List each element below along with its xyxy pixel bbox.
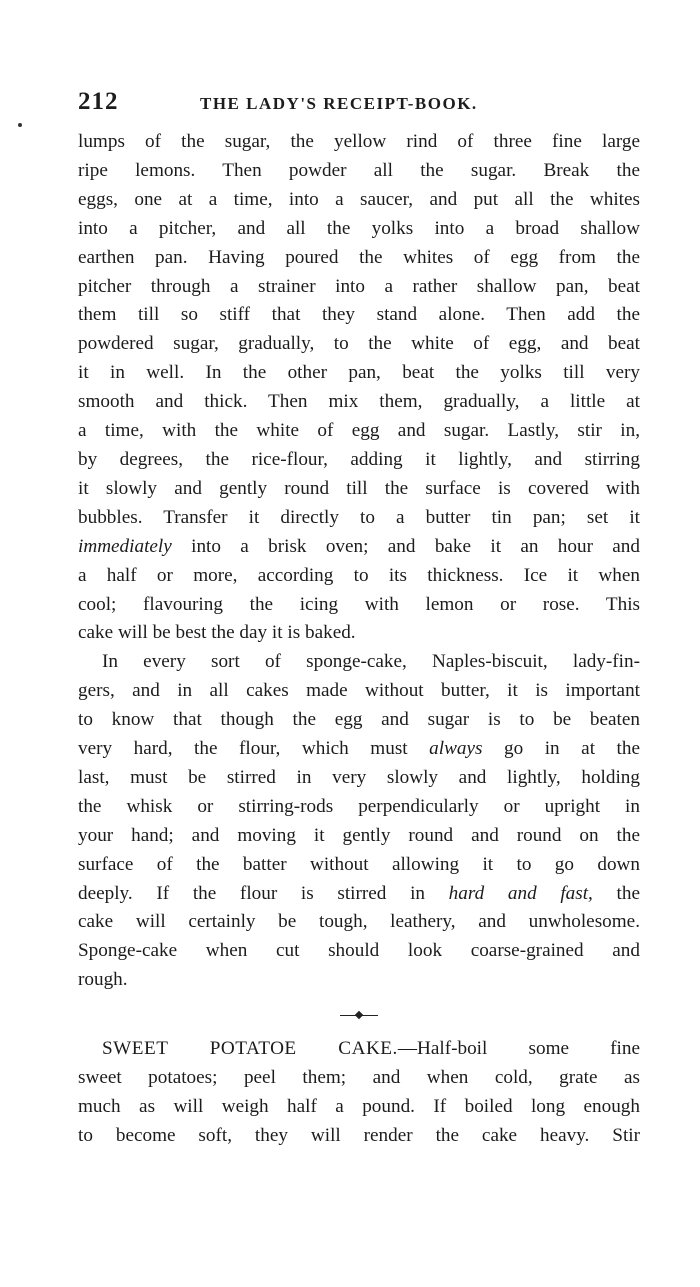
text-line: gers, and in all cakes made without butter, it is important (78, 680, 640, 702)
text-line: earthen pan. Having poured the whites of egg from the (78, 246, 640, 268)
text-line: them till so stiff that they stand alone. Then add the (78, 304, 640, 326)
text-line: eggs, one at a time, into a saucer, and put all the whites (78, 188, 640, 210)
text-run: into a brisk oven; and bake it an hour and (171, 535, 640, 557)
text-line: to know that though the egg and sugar is to be beaten (78, 709, 640, 731)
recipe-sweet-potatoe-cake (78, 1035, 640, 1151)
text-line: cool; flavouring the icing with lemon or rose. This (78, 593, 640, 615)
text-line: cake will be best the day it is baked. (78, 622, 356, 644)
text-line: your hand; and moving it gently round and round on the (78, 824, 640, 846)
text-run: deeply. If the flour is stirred in (78, 882, 449, 904)
recipe-title: SWEET POTATOE CAKE. (102, 1038, 398, 1060)
text-line: powdered sugar, gradually, to the white of egg, and beat (78, 333, 640, 355)
text-line: cake will certainly be tough, leathery, and unwholesome. (78, 911, 640, 933)
running-head (78, 88, 640, 128)
text-line: it in well. In the other pan, beat the yolks till very (78, 362, 640, 384)
text-line: much as will weigh half a pound. If boiled long enough (78, 1096, 640, 1117)
text-line: a time, with the white of egg and sugar. Lastly, stir in, (78, 420, 640, 442)
italic-word: immediately (78, 535, 172, 557)
text-run: go in at the (482, 738, 640, 760)
text-line: last, must be stirred in very slowly and lightly, holding (78, 766, 640, 788)
italic-word: always (429, 738, 483, 760)
text-line: lumps of the sugar, the yellow rind of three fine large (78, 131, 640, 152)
text-run: very hard, the flour, which must (78, 738, 430, 760)
text-line: smooth and thick. Then mix them, gradually, a little at (78, 391, 640, 413)
text-line: into a pitcher, and all the yolks into a broad shallow (78, 217, 640, 239)
book-page (78, 88, 640, 1151)
text-line: sweet potatoes; peel them; and when cold, grate as (78, 1067, 640, 1089)
italic-word: hard and fast, (448, 882, 593, 904)
page-number: 212 (78, 88, 119, 115)
recipe-heading-line (78, 1035, 640, 1064)
paragraph-sponge-cake-method (78, 128, 640, 648)
text-line: rough. (78, 969, 128, 991)
text-line: it slowly and gently round till the surface is covered with (78, 477, 640, 499)
text-line: Sponge-cake when cut should look coarse-grained and (78, 940, 640, 962)
text-line: bubbles. Transfer it directly to a butter tin pan; set it (78, 506, 640, 528)
divider-ornament-icon (355, 1011, 363, 1019)
text-line: by degrees, the rice-flour, adding it lightly, and stirring (78, 448, 640, 470)
text-line: ripe lemons. Then powder all the sugar. Break the (78, 159, 640, 181)
text-line (78, 533, 640, 562)
text-line: to become soft, they will render the cake heavy. Stir (78, 1124, 640, 1146)
paragraph-sponge-cake-advice (78, 648, 640, 995)
text-line (78, 735, 640, 764)
text-line: surface of the batter without allowing it to go down (78, 853, 640, 875)
text-run: the (592, 882, 640, 904)
margin-mark (18, 123, 22, 127)
text-line: the whisk or stirring-rods perpendicularly or upright in (78, 795, 640, 817)
section-divider (78, 995, 640, 1035)
running-title: THE LADY'S RECEIPT-BOOK. (200, 94, 478, 113)
text-line: pitcher through a strainer into a rather shallow pan, beat (78, 275, 640, 297)
text-run: —Half-boil some fine (397, 1038, 640, 1060)
text-line: In every sort of sponge-cake, Naples-biscuit, lady-fin- (102, 651, 640, 673)
text-line: a half or more, according to its thickness. Ice it when (78, 564, 640, 586)
text-line (78, 880, 640, 909)
